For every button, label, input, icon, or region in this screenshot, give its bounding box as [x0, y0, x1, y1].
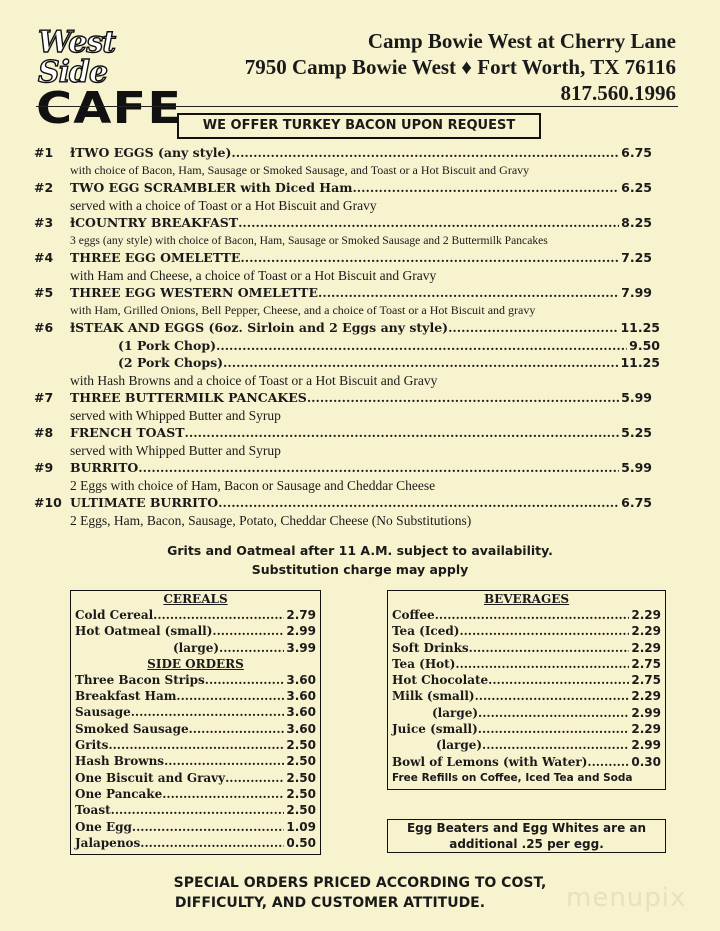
item-description: with Ham and Cheese, a choice of Toast or a Hot Biscuit and Gravy [70, 267, 437, 283]
address-block [245, 28, 676, 106]
item-description: with choice of Bacon, Ham, Sausage or Smoked Sausage, and Toast or a Hot Biscuit and Gravy [70, 162, 530, 177]
beverages-heading: BEVERAGES [483, 592, 570, 606]
phone-number: 817.560.1996 [560, 81, 676, 105]
item-price: 6.25 [621, 180, 652, 195]
item-number: #6 [34, 320, 54, 335]
side-order-row: One Biscuit and Gravy ..... 2.50 [71, 770, 320, 786]
item-price: 6.75 [621, 145, 652, 160]
item-name: ɫTWO EGGS (any style) [70, 145, 232, 160]
logo-top-text: West Side [38, 25, 116, 90]
cereal-row: Cold Cereal ..... 2.79 [71, 607, 320, 623]
egg-beaters-note [387, 819, 666, 853]
beverage-row: Soft Drinks ..... 2.29 [388, 640, 665, 656]
item-number: #7 [34, 390, 54, 405]
side-order-row: One Egg ..... 1.09 [71, 819, 320, 835]
menu-item [34, 214, 664, 232]
side-order-row: Smoked Sausage ..... 3.60 [71, 721, 320, 737]
item-description: with Hash Browns and a choice of Toast or a Hot Biscuit and Gravy [70, 372, 438, 388]
beverage-row: Tea (Hot) ..... 2.75 [388, 656, 665, 672]
item-name: TWO EGG SCRAMBLER with Diced Ham [70, 180, 353, 195]
side-orders-heading: SIDE ORDERS [147, 656, 244, 671]
menupix-watermark: menupix [566, 883, 687, 913]
beverage-row: Hot Chocolate ..... 2.75 [388, 672, 665, 688]
side-order-row: Sausage ..... 3.60 [71, 704, 320, 720]
item-price: 5.99 [621, 390, 652, 405]
cereals-side-orders-box [70, 590, 321, 855]
special-line-1: SPECIAL ORDERS PRICED ACCORDING TO COST, [173, 875, 547, 891]
item-name: BURRITO [70, 460, 139, 475]
beverage-row: Tea (Iced) ..... 2.29 [388, 623, 665, 639]
beverage-row: Bowl of Lemons (with Water) ..... 0.30 [388, 754, 665, 770]
menu-item [34, 144, 664, 162]
item-number: #5 [34, 285, 54, 300]
item-name: THREE EGG WESTERN OMELETTE [70, 285, 318, 300]
item-description: 3 eggs (any style) with choice of Bacon, Ham, Sausage or Smoked Sausage and 2 Buttermilk Pancakes [70, 233, 548, 247]
menu-item [34, 459, 664, 477]
logo-cafe-text: CAFE [36, 83, 183, 134]
side-order-row: Jalapenos ..... 0.50 [71, 835, 320, 851]
beverage-row: (large) ..... 2.99 [388, 705, 665, 721]
item-price: 5.25 [621, 425, 652, 440]
item-number: #9 [34, 460, 54, 475]
item-description: served with a choice of Toast or a Hot Biscuit and Gravy [70, 197, 377, 213]
item-description: served with Whipped Butter and Syrup [70, 407, 281, 423]
item-name: ɫSTEAK AND EGGS (6oz. Sirloin and 2 Eggs any style) [70, 320, 449, 335]
grits-oatmeal-note: Grits and Oatmeal after 11 A.M. subject to availability. [167, 543, 553, 558]
item-number: #10 [34, 495, 62, 510]
beverage-row: Coffee ..... 2.29 [388, 607, 665, 623]
beverage-row: Juice (small) ..... 2.29 [388, 721, 665, 737]
substitution-note: Substitution charge may apply [251, 562, 469, 577]
menu-item [34, 284, 664, 302]
item-name: ULTIMATE BURRITO [70, 495, 219, 510]
free-refills-note: Free Refills on Coffee, Iced Tea and Soda [392, 771, 633, 784]
side-order-row: Breakfast Ham ..... 3.60 [71, 688, 320, 704]
item-number: #8 [34, 425, 54, 440]
header-divider [36, 106, 678, 107]
menu-item [34, 179, 664, 197]
menu-item [34, 249, 664, 267]
side-order-row: Three Bacon Strips ..... 3.60 [71, 672, 320, 688]
address-line-1: Camp Bowie West at Cherry Lane [367, 29, 676, 53]
item-price: 11.25 [620, 320, 660, 335]
item-number: #1 [34, 145, 54, 160]
address-line-2: 7950 Camp Bowie West ♦ Fort Worth, TX 76116 [244, 55, 676, 79]
item-price: 5.99 [621, 460, 652, 475]
cereal-row: (large) ..... 3.99 [71, 640, 320, 656]
turkey-bacon-banner: WE OFFER TURKEY BACON UPON REQUEST [177, 113, 541, 139]
item-description: with Ham, Grilled Onions, Bell Pepper, Cheese, and a choice of Toast or a Hot Biscuit and gravy [70, 302, 536, 317]
item-description: 2 Eggs, Ham, Bacon, Sausage, Potato, Cheddar Cheese (No Substitutions) [70, 512, 472, 528]
egg-note-line-1: Egg Beaters and Egg Whites are an [406, 821, 647, 835]
item-number: #2 [34, 180, 54, 195]
menu-sub-item [34, 354, 664, 372]
menu-item [34, 494, 664, 512]
egg-note-line-2: additional .25 per egg. [449, 837, 604, 851]
menu-item [34, 424, 664, 442]
menu-item [34, 319, 664, 337]
side-order-row: Hash Browns ..... 2.50 [71, 753, 320, 769]
beverage-row: (large) ..... 2.99 [388, 737, 665, 753]
item-price: 7.99 [621, 285, 652, 300]
sub-item-name: (2 Pork Chops) [118, 355, 224, 370]
side-order-row: Toast ..... 2.50 [71, 802, 320, 818]
breakfast-menu [34, 144, 664, 529]
beverage-row: Milk (small) ..... 2.29 [388, 688, 665, 704]
item-name: ɫCOUNTRY BREAKFAST [70, 215, 239, 230]
sub-item-name: (1 Pork Chop) [118, 337, 216, 353]
item-price: 8.25 [621, 215, 652, 230]
item-price: 7.25 [621, 250, 652, 265]
side-order-row: One Pancake ..... 2.50 [71, 786, 320, 802]
menu-sub-item [34, 337, 664, 355]
cereals-heading: CEREALS [163, 592, 228, 606]
special-line-2: DIFFICULTY, AND CUSTOMER ATTITUDE. [174, 895, 486, 911]
sub-item-price: 9.50 [629, 337, 660, 353]
item-description: 2 Eggs with choice of Ham, Bacon or Sausage and Cheddar Cheese [70, 477, 436, 493]
beverages-box [387, 590, 666, 790]
item-number: #3 [34, 215, 54, 230]
menu-item [34, 389, 664, 407]
item-price: 6.75 [621, 495, 652, 510]
item-name: THREE BUTTERMILK PANCAKES [70, 390, 307, 405]
cafe-logo [36, 25, 186, 134]
side-order-row: Grits ..... 2.50 [71, 737, 320, 753]
item-number: #4 [34, 250, 54, 265]
item-description: served with Whipped Butter and Syrup [70, 442, 281, 458]
item-name: THREE EGG OMELETTE [70, 250, 241, 265]
sub-item-price: 11.25 [620, 355, 660, 370]
item-name: FRENCH TOAST [70, 425, 185, 440]
cereal-row: Hot Oatmeal (small) ..... 2.99 [71, 623, 320, 639]
